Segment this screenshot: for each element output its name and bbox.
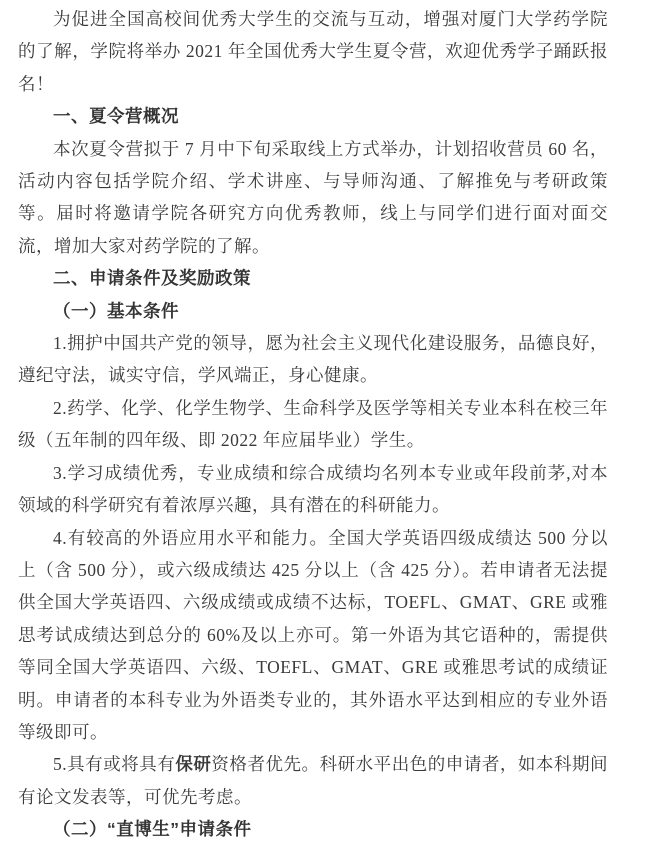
baoyan-bold-term: 保研 (175, 754, 212, 775)
condition-item-5 (18, 748, 608, 813)
subsection-direct-phd-heading: （二）“直博生”申请条件 (53, 819, 252, 840)
subsection-basic-conditions-heading: （一）基本条件 (53, 300, 179, 321)
condition-item-4: 4.有较高的外语应用水平和能力。全国大学英语四级成绩达 500 分以上（含 500 分），或六级成绩达 425 分以上（含 425 分）。若申请者无法提供全国大学英语四、六级成绩或成绩不达标，TOEFL、GMAT、GRE 或雅思考试成绩达到总分的 60%及以上亦可。第一外语为其它语种的，需提供等同全国大学英语四、六级、TOEFL、GMAT、GRE 或雅思考试的成绩证明。申请者的本科专业为外语类专业的，其外语水平达到相应的专业外语等级即可。 (18, 527, 608, 742)
condition-item-5-post-text: 资格者优先。科研水平出色的申请者，如本科期间有论文发表等，可优先考虑。 (18, 754, 609, 807)
condition-item-5-pre-text: 5.具有或将具有 (53, 754, 176, 775)
section-1-heading: 一、夏令营概况 (53, 106, 179, 127)
section-2-heading: 二、申请条件及奖励政策 (53, 268, 251, 289)
section-1-body: 本次夏令营拟于 7 月中下旬采取线上方式举办，计划招收营员 60 名，活动内容包括学院介绍、学术讲座、与导师沟通、了解推免与考研政策等。届时将邀请学院各研究方向优秀教师，线上与同学们进行面对面交流，增加大家对药学院的了解。 (18, 138, 608, 256)
condition-item-2: 2.药学、化学、化学生物学、生命科学及医学等相关专业本科在校三年级（五年制的四年级、即 2022 年应届毕业）学生。 (18, 397, 608, 451)
intro-paragraph: 为促进全国高校间优秀大学生的交流与互动，增强对厦门大学药学院的了解，学院将举办 2021 年全国优秀大学生夏令营，欢迎优秀学子踊跃报名！ (18, 9, 608, 94)
condition-item-3: 3.学习成绩优秀，专业成绩和综合成绩均名列本专业或年段前茅,对本领域的科学研究有着浓厚兴趣，具有潜在的科研能力。 (18, 462, 608, 516)
condition-item-1: 1.拥护中国共产党的领导，愿为社会主义现代化建设服务，品德良好，遵纪守法，诚实守信，学风端正，身心健康。 (18, 333, 608, 386)
